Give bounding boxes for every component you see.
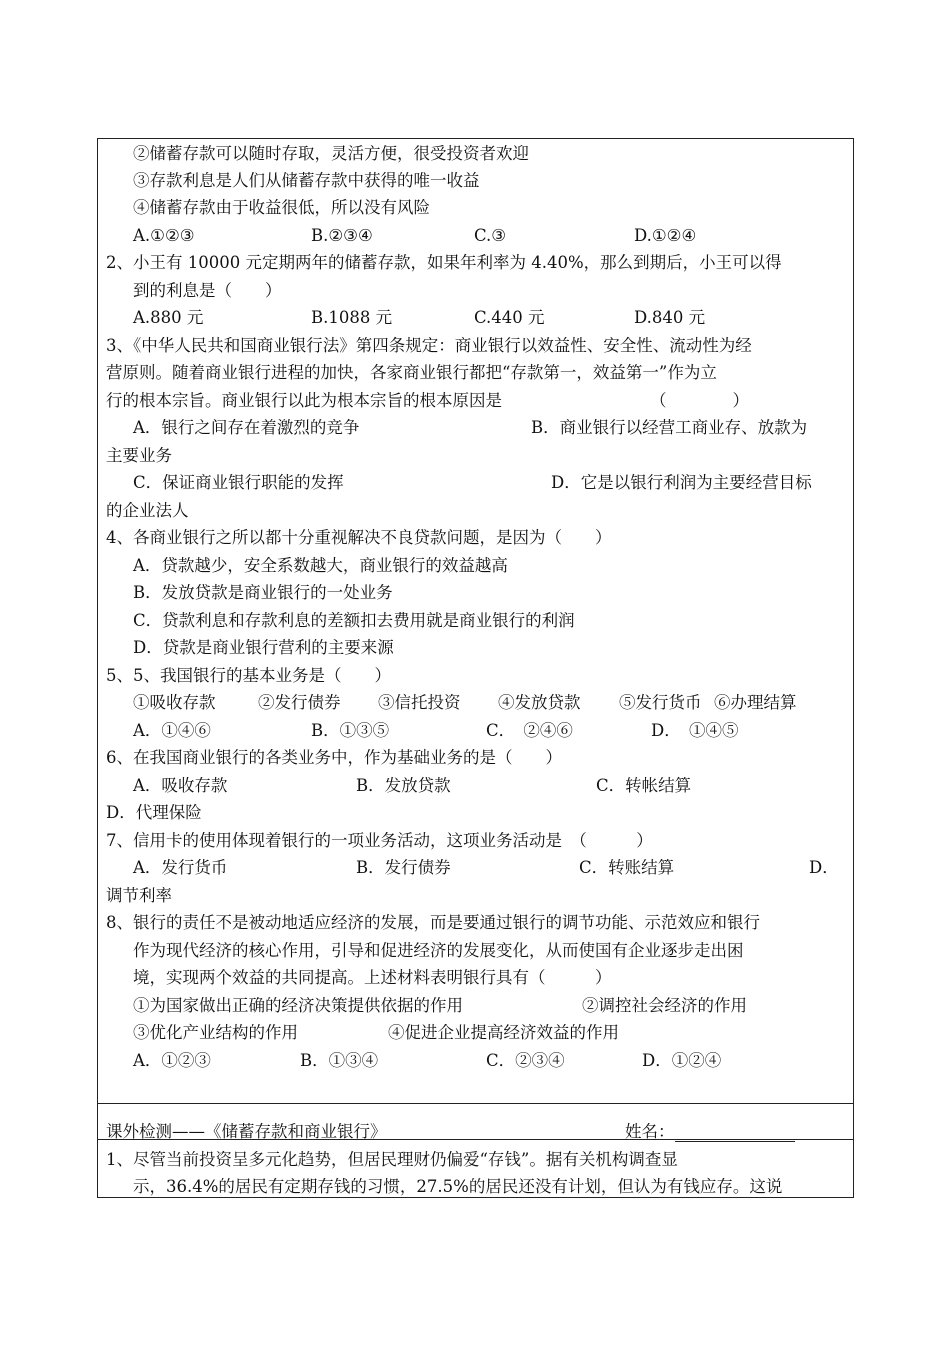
- q1-item: ②储蓄存款可以随时存取，灵活方便，很受投资者欢迎: [133, 144, 529, 163]
- option-continued: 调节利率: [106, 886, 172, 905]
- option: C．②③④: [486, 1051, 565, 1070]
- name-label: 姓名：: [625, 1122, 675, 1141]
- option: D．①②④: [642, 1051, 722, 1070]
- q8-item: ③优化产业结构的作用: [133, 1023, 298, 1042]
- option: C．保证商业银行职能的发挥: [133, 473, 344, 492]
- option: B．①③④: [300, 1051, 379, 1070]
- option: A．贷款越少，安全系数越大，商业银行的效益越高: [133, 556, 508, 575]
- option: D.①②④: [634, 226, 697, 245]
- option: A．银行之间存在着激烈的竞争: [133, 418, 360, 437]
- option: C．贷款利息和存款利息的差额扣去费用就是商业银行的利润: [133, 611, 575, 630]
- q3-stem: 行的根本宗旨。商业银行以此为根本宗旨的根本原因是: [106, 391, 502, 410]
- option: C．转帐结算: [596, 776, 692, 795]
- option: C． ②④⑥: [486, 721, 573, 740]
- option: B.1088 元: [311, 308, 393, 327]
- q5-stem: 5、5、我国银行的基本业务是（ ）: [106, 666, 391, 685]
- q6-stem: 6、在我国商业银行的各类业务中，作为基础业务的是（ ）: [106, 748, 562, 767]
- option: D．贷款是商业银行营利的主要来源: [133, 638, 394, 657]
- option: C．转账结算: [579, 858, 675, 877]
- option: A.880 元: [133, 308, 204, 327]
- option: B.②③④: [311, 226, 373, 245]
- q7-stem: 7、信用卡的使用体现着银行的一项业务活动，这项业务活动是 （ ）: [106, 831, 653, 850]
- q8-stem: 境，实现两个效益的共同提高。上述材料表明银行具有（ ）: [133, 968, 612, 987]
- q1-item: ③存款利息是人们从储蓄存款中获得的唯一收益: [133, 171, 480, 190]
- q8-item: ④促进企业提高经济效益的作用: [388, 1023, 619, 1042]
- name-field: [625, 1122, 795, 1142]
- option: D． ①④⑤: [651, 721, 739, 740]
- option: B．发放贷款是商业银行的一处业务: [133, 583, 393, 602]
- option: A．吸收存款: [133, 776, 228, 795]
- option-continued: 主要业务: [106, 446, 172, 465]
- option-continued: 的企业法人: [106, 501, 189, 520]
- item: ②发行债券: [258, 693, 341, 712]
- q4-stem: 4、各商业银行之所以都十分重视解决不良贷款问题，是因为（ ）: [106, 528, 612, 547]
- option: B．①③⑤: [311, 721, 390, 740]
- option: D.840 元: [634, 308, 706, 327]
- q1-item: ④储蓄存款由于收益很低，所以没有风险: [133, 198, 430, 217]
- option: A.①②③: [133, 226, 195, 245]
- option: B．发行债券: [356, 858, 451, 877]
- section-title: 课外检测——《储蓄存款和商业银行》: [106, 1122, 387, 1141]
- option: D．: [809, 858, 839, 877]
- q3-stem: 3、《中华人民共和国商业银行法》第四条规定：商业银行以效益性、安全性、流动性为经: [106, 336, 752, 355]
- option: C.③: [474, 226, 507, 245]
- q2-stem: 到的利息是（ ）: [133, 281, 282, 300]
- option: B．发放贷款: [356, 776, 451, 795]
- exercise-text: 示，36.4%的居民有定期存钱的习惯，27.5%的居民还没有计划，但认为有钱应存。这说: [133, 1177, 783, 1196]
- item: ①吸收存款: [133, 693, 216, 712]
- option: A．发行货币: [133, 858, 228, 877]
- option: A．①④⑥: [133, 721, 211, 740]
- option: A．①②③: [133, 1051, 211, 1070]
- option: B．商业银行以经营工商业存、放款为: [531, 418, 808, 437]
- answer-paren: （ ）: [650, 391, 749, 410]
- item: ⑥办理结算: [714, 693, 797, 712]
- q8-item: ①为国家做出正确的经济决策提供依据的作用: [133, 996, 463, 1015]
- q8-stem: 作为现代经济的核心作用，引导和促进经济的发展变化，从而使国有企业逐步走出困: [133, 941, 744, 960]
- name-blank[interactable]: [675, 1125, 795, 1142]
- q8-stem: 8、银行的责任不是被动地适应经济的发展，而是要通过银行的调节功能、示范效应和银行: [106, 913, 760, 932]
- q8-item: ②调控社会经济的作用: [582, 996, 747, 1015]
- item: ⑤发行货币: [619, 693, 702, 712]
- option: D．代理保险: [106, 803, 202, 822]
- item: ④发放贷款: [498, 693, 581, 712]
- q2-stem: 2、小王有 10000 元定期两年的储蓄存款，如果年利率为 4.40%，那么到期后，小王可以得: [106, 253, 782, 272]
- divider-line: [98, 1103, 853, 1104]
- exercise-text: 1、尽管当前投资呈多元化趋势，但居民理财仍偏爱“存钱”。据有关机构调查显: [106, 1150, 678, 1169]
- q3-stem: 营原则。随着商业银行进程的加快，各家商业银行都把“存款第一，效益第一”作为立: [106, 363, 717, 382]
- item: ③信托投资: [378, 693, 461, 712]
- option: C.440 元: [474, 308, 545, 327]
- option: D．它是以银行利润为主要经营目标: [551, 473, 812, 492]
